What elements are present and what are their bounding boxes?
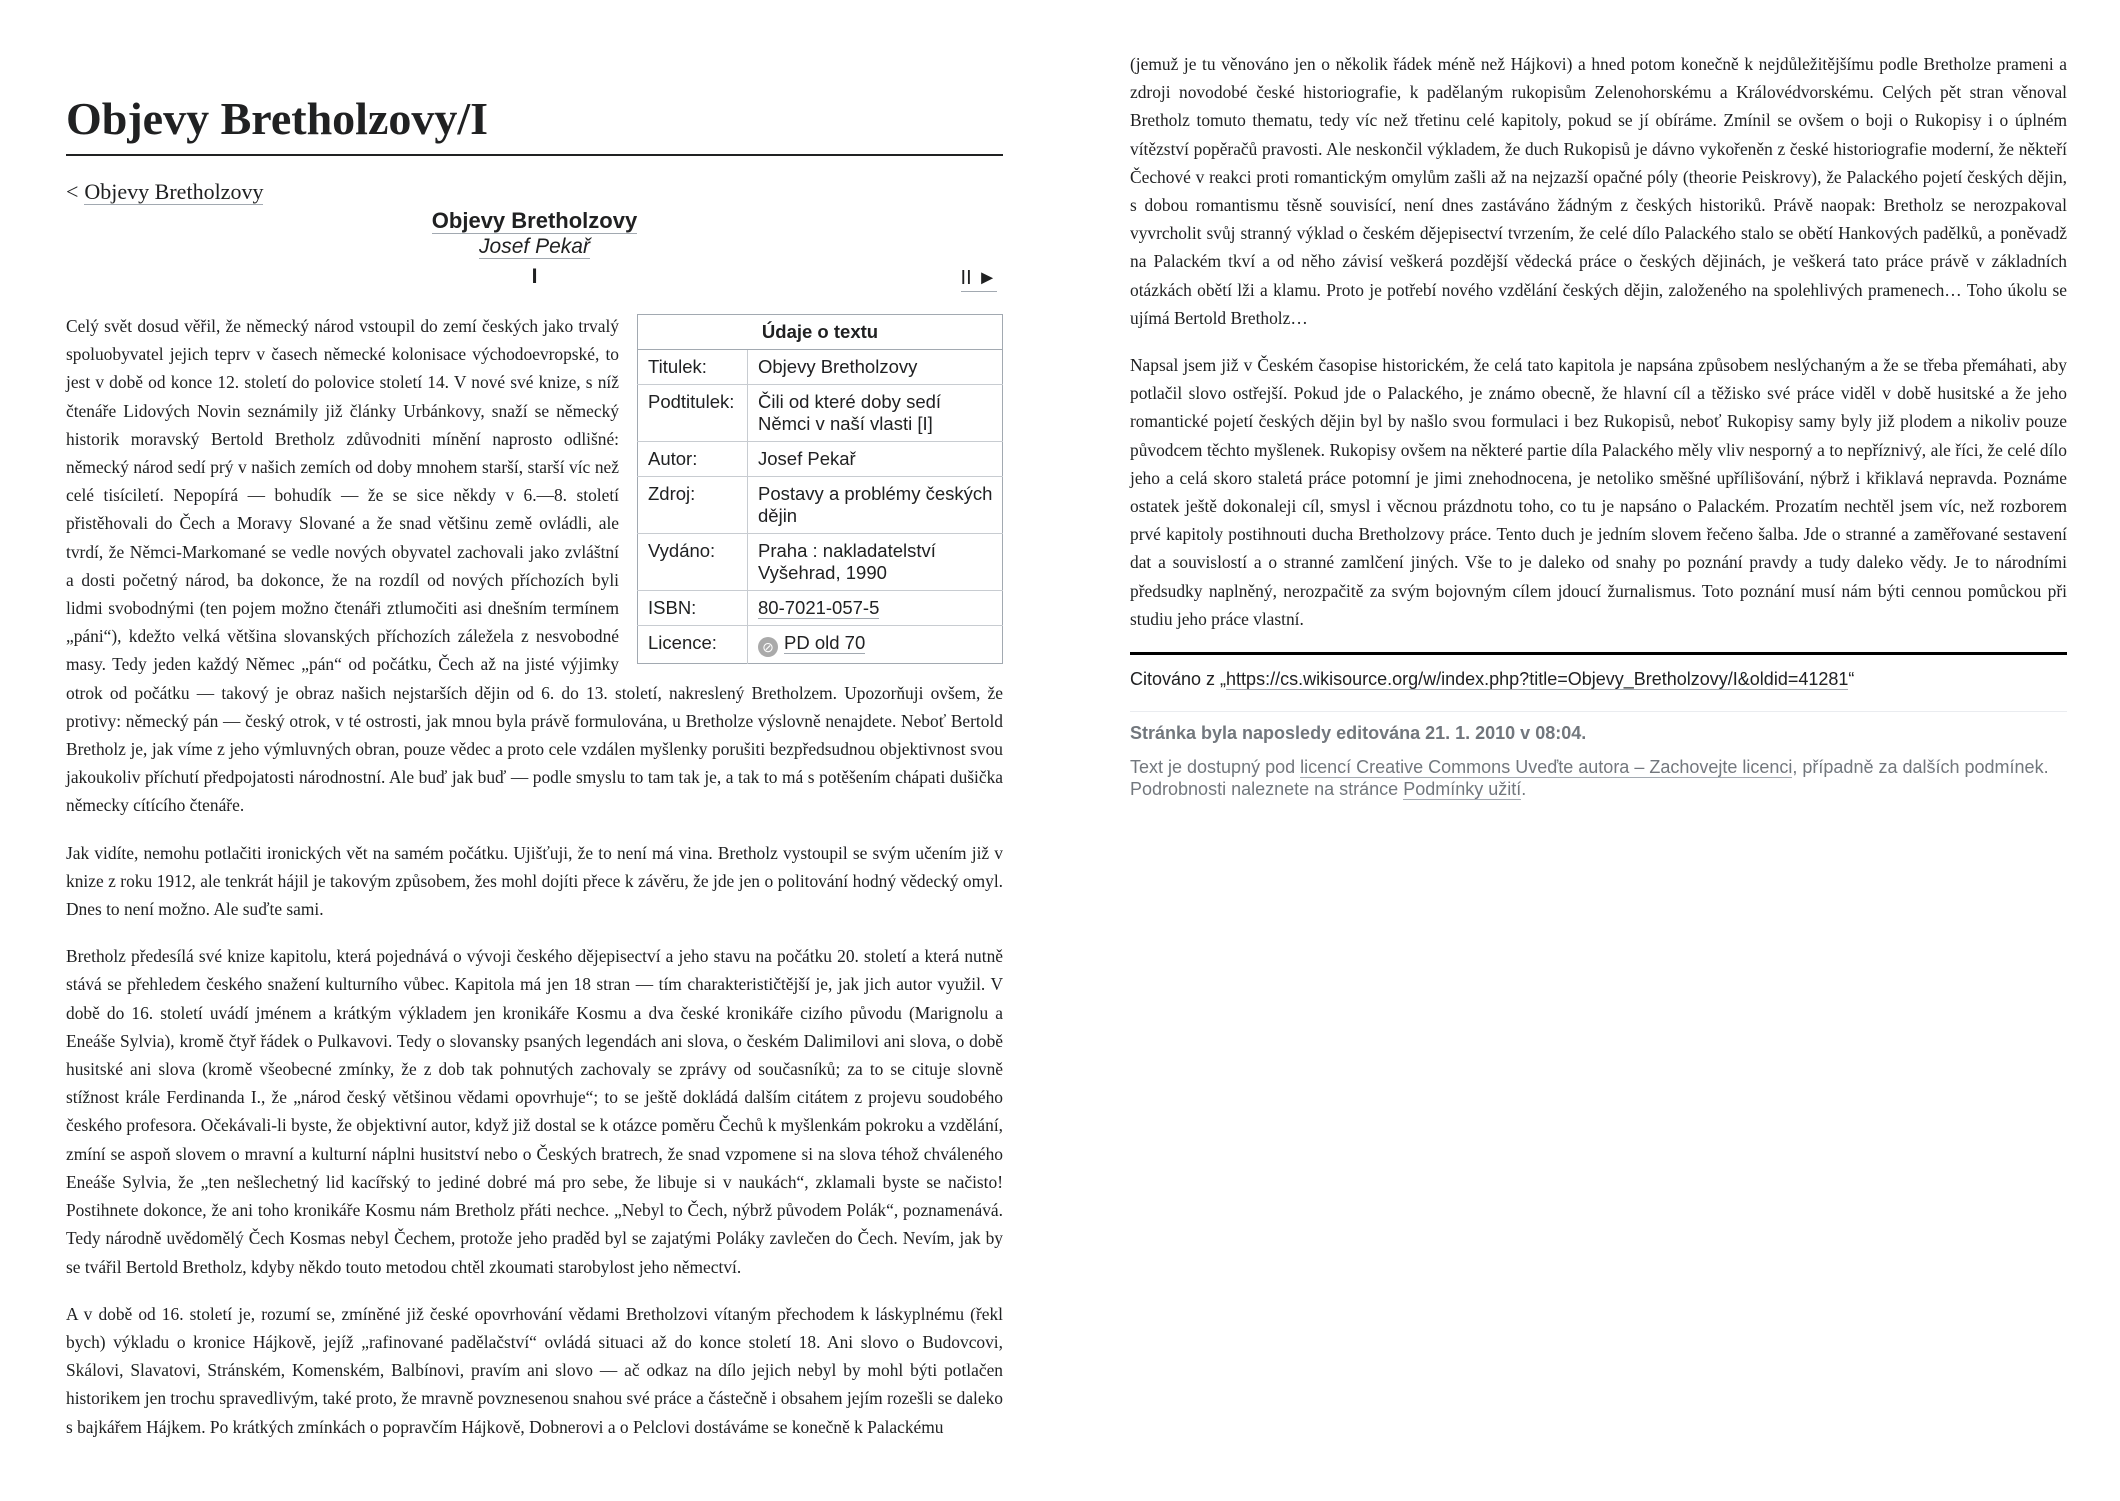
terms-of-use-link[interactable]: Podmínky užití <box>1403 779 1522 800</box>
citation: Citováno z „https://cs.wikisource.org/w/index.php?title=Objevy_Bretholzovy/I&oldid=41281“ <box>1130 652 2067 712</box>
infobox-row-license: Licence: ⊘ PD old 70 <box>638 626 1003 664</box>
infobox-row-subtitle: Podtitulek: Čili od které doby sedí Němci v naší vlasti [I] <box>638 385 1003 442</box>
left-column <box>66 88 1003 1460</box>
back-link[interactable]: Objevy Bretholzovy <box>84 179 264 204</box>
article-content <box>66 312 1003 1441</box>
last-edited: Stránka byla naposledy editována 21. 1. 2010 v 08:04. <box>1130 723 1587 744</box>
license-notice: Text je dostupný pod licencí Creative Commons Uveďte autora – Zachovejte licenci, případně za dalších podmínek. Podrobnosti naleznete na stránce Podmínky užití. <box>1130 757 2049 800</box>
infobox-row-author: Autor: Josef Pekař <box>638 442 1003 477</box>
page-title: Objevy Bretholzovy/I <box>66 88 1003 156</box>
chapter-label: I <box>531 265 538 288</box>
right-column <box>1130 50 2067 800</box>
infobox-row-source: Zdroj: Postavy a problémy českých dějin <box>638 477 1003 534</box>
footer <box>1130 722 2067 800</box>
infobox-row-published: Vydáno: Praha : nakladatelství Vyšehrad, 1990 <box>638 534 1003 591</box>
paragraph: Napsal jsem již v Českém časopise historickém, že celá tato kapitola je napsána způsobem neslýchaným a že se třeba přemáhati, aby potlačil slovo ostřejší. Pokud jde o Palackého, je známo obecně, že hlavní cíl a těžisko své práce viděl v době husitské a že jeho romantické pojetí českých dějin byl by našlo svou formulaci i bez Rukopisů, neboť Rukopisy samy byly již plodem a nikoliv pouze původcem těchto myšlenek. Rukopisy ovšem na některé partie díla Palackého měly vliv nesporný a to nepříznivý, ale říci, že celé dílo jeho a celá skoro staletá práce potomní je jimi znehodnocena, je netoliko směšné upřílišování, nýbrž i křiklavá nepravda. Poznáme ostatek ještě dokonaleji cíl, smysl i věcnou prázdnotu toho, co tu je napsáno o Palackém. Prozatím nechtěl jsem víc, než rozborem prvé kapitoly postihnouti ducha Bretholzovy práce. Tento duch je jedním slovem řečeno šalba. Jde o stranné a zaměřované sestavení dat a souvislostí a o stranné zamlčení jiných. Vše to je daleko od snahy po poznání pravdy a tudy daleko vědy. Je to národními předsudky naplněný, nerozpačitě za svým bojovným cílem jdoucí žurnalismus. Toto poznání musí nám býti cennou pomůckou při studiu jeho práce vlastní. <box>1130 355 2067 629</box>
isbn-link[interactable]: 80-7021-057-5 <box>758 597 880 618</box>
back-arrow-icon: < <box>66 179 79 204</box>
infobox-row-isbn: ISBN: 80-7021-057-5 <box>638 591 1003 626</box>
breadcrumb <box>66 178 1003 206</box>
author-link[interactable]: Josef Pekař <box>479 235 590 258</box>
work-title-link[interactable]: Objevy Bretholzovy <box>431 208 638 233</box>
work-header <box>66 208 1003 292</box>
public-domain-icon: ⊘ <box>758 637 778 657</box>
infobox-heading: Údaje o textu <box>638 315 1003 350</box>
paragraph: Jak vidíte, nemohu potlačiti ironických vět na samém počátku. Ujišťuji, že to není má vina. Bretholz vystoupil se svým učením již v knize z roku 1912, ale tenkrát hájil je takovým způsobem, žes mohl dojíti přece k závěru, že jde jen o politování hodný vědecký omyl. Dnes to není možno. Ale suďte sami. <box>66 842 1003 920</box>
next-chapter-link[interactable]: II ► <box>961 265 997 292</box>
paragraph: Celý svět dosud věřil, že německý národ vstoupil do zemí českých jako trvalý spoluobyvatel jejich teprv v časech německé kolonisace východoevropské, to jest v době od konce 12. století do polovice století 14. V nové své knize, s níž čtenáře Lidových Novin seznámily již články Urbánkovy, snaží se německý historik moravský Bertold Bretholz zdůvodniti mínění naprosto odlišné: německý národ sedí prý v našich zemích od doby mnohem starší, starší víc než celé tisíciletí. Nepopírá — bohudík — že se sice někdy v 6.—8. století přistěhovali do Čech a Moravy Slované a že snad většinu země ovládli, ale tvrdí, že Němci-Markomané se vedle nových obyvatel zachovali jako zvláštní a dosti početný národ, ba dokonce, že na rozdíl od nových příchozích byli lidmi svobodnými (ten pojem možno čtenáři ztlumočiti asi dnešním termínem „páni“), kdežto velká většina slovanských příchozích záležela z nesvobodné masy. Tedy jeden každý Němec „pán“ od počátku, Čech až na jisté výjimky otrok od počátku — takový je obraz našich nejstarších dějin od 6. do 13. století, nakreslený Bretholzem. Upozorňuji ovšem, že protivy: německý pán — český otrok, v té ostrosti, jak mnou byla právě formulována, u Bretholze výslovně nenajdete. Neboť Bertold Bretholz je, jak víme z jeho výmluvných obran, pouze vědec a proto cele vzdálen myšlenky porušiti bezpředsudnou objektivnost svou jakoukoliv příchutí předpojatosti národnostní. Ale buď jak buď — podle smyslu to tam tak je, a tak to má s potěšením chápati dušička německy cítícího čtenáře. <box>66 316 1003 816</box>
license-link[interactable]: PD old 70 <box>784 632 866 653</box>
paragraph: A v době od 16. století je, rozumí se, zmíněné již české opovrhování vědami Bretholzovi vítaným přechodem k láskyplnému (řekl bych) výkladu o kronice Hájkově, jejíž „rafinované padělačství“ ovládá situaci až do konce století 18. Ani slovo o Budovcovi, Skálovi, Slavatovi, Stránském, Komenském, Balbínovi, pravím ani slovo — ač odkaz na dílo jejich nebyl by mohl býti potlačen historikem jen trochu spravedlivým, také proto, že mravně povznesenou snahou své práce a částečně i obsahem jejím rozešli se daleko s bajkářem Hájkem. Po krátkých zmínkách o popravčím Hájkově, Dobnerovi a o Pelclovi dostáváme se konečně k Palackému <box>66 1303 1003 1437</box>
citation-url-link[interactable]: https://cs.wikisource.org/w/index.php?title=Objevy_Bretholzovy/I&oldid=41281 <box>1226 669 1849 690</box>
text-info-box <box>637 314 1003 664</box>
cc-license-link[interactable]: licencí Creative Commons Uveďte autora – Zachovejte licenci <box>1300 757 1793 778</box>
infobox-row-title: Titulek: Objevy Bretholzovy <box>638 350 1003 385</box>
paragraph: Bretholz předesílá své knize kapitolu, která pojednává o vývoji českého dějepisectví a jeho stavu na počátku 20. století a která nutně stává se přehledem českého snažení kulturního vůbec. Kapitola má jen 18 stran — tím charakterističtější je, jak jich autor využil. V době do 16. století uvádí jménem a krátkým výkladem jen kronikáře Kosmu a dva české kronikáře cizího původu (Marignolu a Eneáše Sylvia), kromě čtyř řádek o Pulkavovi. Tedy o slovansky psaných legendách ani slova, o českém Dalimilovi ani slova, o době husitské ani slova (kromě všeobecné zmínky, že z dob tak pohnutých zachovaly se zprávy od současníků; za to se cituje slovně stížnost krále Ferdinanda I., že „národ český většinou vědami opovrhuje“; to se ještě dokládá dalším citátem z projevu soudobého českého profesora. Očekávali-li byste, že objektivní autor, když již dostal se k otázce poměru Čechů k myšlenkám pokroku a vzdělání, zmíní se aspoň slovem o mravní a kulturní náplni husitství nebo o Českých bratrech, že snad vzpomene si na slova téhož chváleného Eneáše Sylvia, že „ten nešlechetný lid kacířský to jediné dobré má pro sebe, že libuje si v naukách“, zklamali byste se načisto! Postihnete dokonce, že ani toho kronikáře Kosmu nám Bretholz přáti nechce. „Nebyl to Čech, nýbrž původem Polák“, poznamenává. Tedy národně uvědomělý Čech Kosmas nebyl Čechem, protože jeho praděd byl se zajatými Poláky zavlečen do Čech. Nevím, jak by se tvářil Bertold Bretholz, kdyby někdo touto metodou chtěl zkoumati starobylost jeho němectví. <box>66 946 1003 1277</box>
paragraph: (jemuž je tu věnováno jen o několik řádek méně než Hájkovi) a hned potom konečně k nejdůležitějšímu podle Bretholze prameni a zdroji novodobé české historiografie, k padělaným rukopisům Zelenohorskému a Královédvorskému. Celých pět stran věnoval Bretholz tomuto thematu, tedy víc než třetinu celé kapitoly, pokud se jí obíráme. Zmínil se ovšem o boji o Rukopisy i o úplném vítězství popěračů pravosti. Ale neskončil výkladem, že duch Rukopisů je dávno vykořeněn z české historiografie moderní, že někteří Čechové v reakci proti romantickým omylům zašli až na nejzazší opačné póly (theorie Peiskrovy), že Palackého pojetí českých dějin, s dobou romantismu těsně souvisící, není dnes zastáváno žádným z českých historiků. Právě naopak: Bretholz se nerozpakoval vyvrcholit svůj stranný výklad o českém dějepisectví tvrzením, že celé dílo Palackého stalo se obětí Hankových padělků, a poněvadž na Palackém tkví a od něho závisí veškerá pozdější vědecká práce o českých dějinách, je veškerá tato práce právě v základních otázkách obětí lži a klamu. Proto je potřebí nového vzdělání českých dějin, založeného na spolehlivých pramenech… Toho úkolu se ujímá Bertold Bretholz… <box>1130 54 2067 328</box>
article-content-continued <box>1130 50 2067 633</box>
